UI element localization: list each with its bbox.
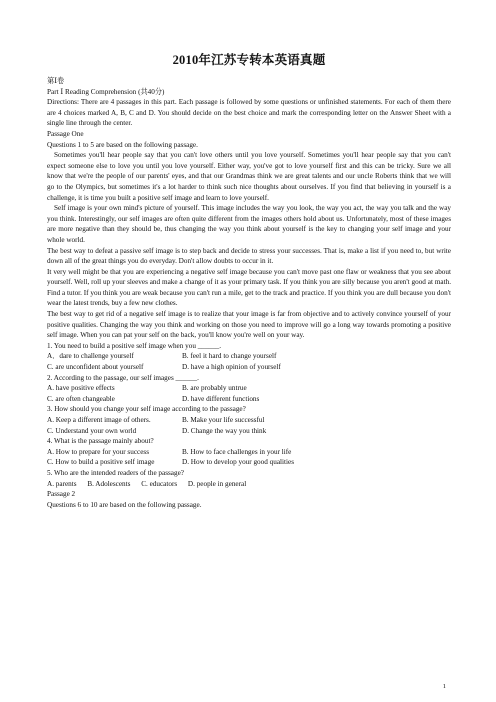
document-title: 2010年江苏专转本英语真题 <box>172 53 326 67</box>
question-stem: 2. According to the passage, our self images ______. <box>47 373 199 382</box>
option-row <box>47 447 451 458</box>
option-row <box>47 415 451 426</box>
page-number: 1 <box>442 683 446 690</box>
question-4 <box>47 436 451 468</box>
passage-paragraph: The best way to get rid of a negative self image is to realize that your image is far from objective and to actively convince yourself of your positive qualities. Changing the way you think and working on those you need to improve will go a long way towards promoting a positive self image. When you can pat your self on the back, you'll know you're well on your way. <box>47 310 451 340</box>
option-row <box>47 351 451 362</box>
question-stem: 4. What is the passage mainly about? <box>47 437 154 446</box>
option-c: C. Understand your own world <box>47 426 137 435</box>
question-stem: 5. Who are the intended readers of the passage? <box>47 468 184 477</box>
passage-paragraph: Self image is your own mind's picture of yourself. This image includes the way you look, the way you act, the way you talk and the way you think. Interestingly, our self images are often quite different from the images others hold about us. Unfortunately, most of these images are more negative than they should be, thus changing the way you think about yourself is the key to changing your self image and your whole world. <box>47 204 451 244</box>
option-d: D. Change the way you think <box>182 426 267 435</box>
document-page <box>47 50 451 510</box>
question-3 <box>47 404 451 436</box>
option-c: C. are often changeable <box>47 394 115 403</box>
option-row <box>47 457 451 468</box>
option-row <box>47 426 451 437</box>
question-1 <box>47 341 451 373</box>
question-5 <box>47 468 451 489</box>
option-a: A. have positive effects <box>47 384 115 393</box>
directions-text: Directions: There are 4 passages in this part. Each passage is followed by some questions or unfinished statements. For each of them there are 4 choices marked A, B, C and D. You should decide on the best choice and mark the corresponding letter on the Answer Sheet with a single line through the center. <box>47 98 451 128</box>
passage-two-intro: Questions 6 to 10 are based on the following passage. <box>47 500 202 509</box>
option-d: D. How to develop your good qualities <box>182 458 294 467</box>
question-stem: 3. How should you change your self image according to the passage? <box>47 405 246 414</box>
option-d: D. have different functions <box>182 394 260 403</box>
option-row <box>47 479 451 490</box>
passage-paragraph: It very well might be that you are experiencing a negative self image because you can't move past one flaw or weakness that you see about yourself. Well, roll up your sleeves and make a change of it as your primary task. If you think you are silly because you aren't good at math. Find a tutor. If you think you are weak because you can't run a mile, get to the track and practice. If you think you are dull because you don't wear the latest trends, buy a few new clothes. <box>47 267 451 308</box>
option-b: B. are probably untrue <box>182 384 247 393</box>
option-c: C. are unconfident about yourself <box>47 363 144 372</box>
volume-label: 第Ⅰ卷 <box>47 77 65 85</box>
option-b: B. feel it hard to change yourself <box>182 352 277 361</box>
option-a: A. How to prepare for your success <box>47 447 149 456</box>
option-row <box>47 383 451 394</box>
option-b: B. How to face challenges in your life <box>182 447 292 456</box>
passage-paragraph: The best way to defeat a passive self image is to step back and decide to stress your successes. That is, make a list if you need to, but write down all of the great things you do everyday. Don't allow doubts to occur in it. <box>47 246 451 266</box>
option-row <box>47 362 451 373</box>
question-2 <box>47 373 451 405</box>
option-d: D. have a high opinion of yourself <box>182 363 281 372</box>
question-stem: 1. You need to build a positive self image when you ______. <box>47 341 222 350</box>
option-row <box>47 394 451 405</box>
passage-two-heading: Passage 2 <box>47 490 76 499</box>
option-a: A. Keep a different image of others. <box>47 416 151 424</box>
options-inline: A. parents B. Adolescents C. educators D. people in general <box>47 479 247 488</box>
option-c: C. How to build a positive self image <box>47 458 155 467</box>
passage-paragraph: Sometimes you'll hear people say that you can't love others until you love yourself. Sometimes you'll hear people say that you can't expect someone else to love you until you love yourself. Either way, you've got to love yourself first and this can be tricky. Sure we all know that we're the people of our parents' eyes, and that our Grandmas think we are great talents and our uncle Roberts think that we will go to the Olympics, but sometimes it's a lot harder to think such nice thoughts about ourselves. If you find that believing in yourself is a challenge, it is time you built a positive self image and learn to love yourself. <box>47 151 451 202</box>
option-a: A．dare to challenge yourself <box>47 352 134 361</box>
part-heading: Part Ⅰ Reading Comprehension (共40分) <box>47 87 165 96</box>
passage-one-heading: Passage One <box>47 129 84 138</box>
passage-one-intro: Questions 1 to 5 are based on the following passage. <box>47 140 198 149</box>
option-b: B. Make your life successful <box>182 416 265 424</box>
